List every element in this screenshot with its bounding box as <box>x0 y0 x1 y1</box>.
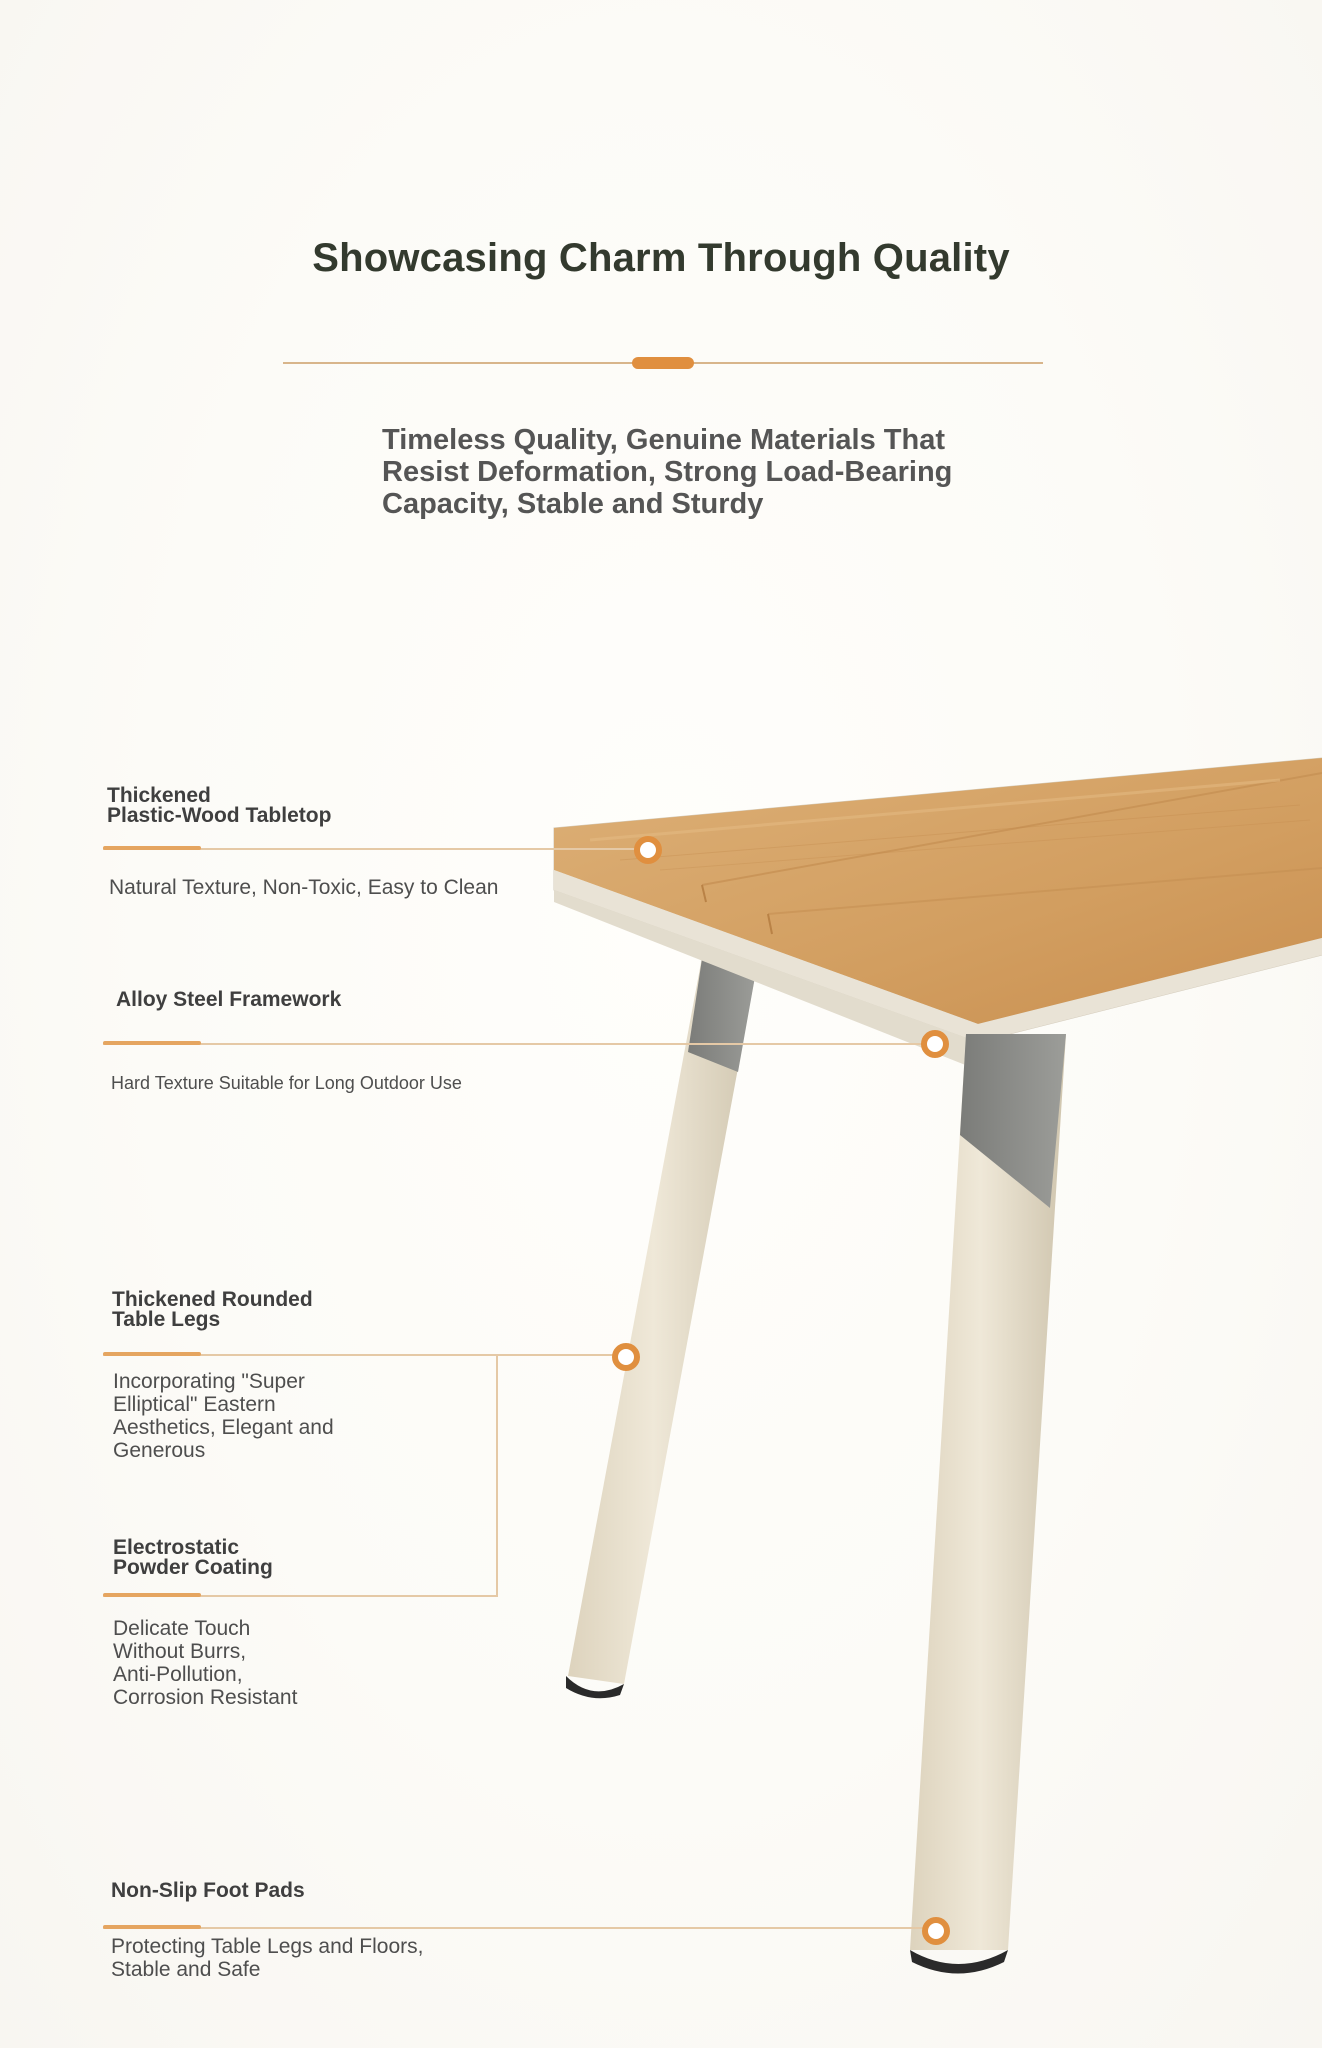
framework-marker[interactable] <box>921 1030 949 1058</box>
framework-desc: Hard Texture Suitable for Long Outdoor Use <box>111 1073 462 1093</box>
tabletop-accent <box>103 846 201 850</box>
front-leg <box>910 1034 1066 1974</box>
framework-title: Alloy Steel Framework <box>116 988 342 1011</box>
framework-leader-line <box>103 1043 935 1045</box>
legs-marker[interactable] <box>612 1343 640 1371</box>
coating-desc: Delicate Touch Without Burrs, Anti-Pollution, Corrosion Resistant <box>113 1617 298 1709</box>
framework-accent <box>103 1041 201 1045</box>
footpads-accent <box>103 1925 201 1929</box>
legs-desc: Incorporating "Super Elliptical" Eastern Aesthetics, Elegant and Generous <box>113 1370 334 1462</box>
page-title: Showcasing Charm Through Quality <box>312 236 1010 280</box>
coating-accent <box>103 1593 201 1597</box>
tabletop-marker[interactable] <box>634 836 662 864</box>
coating-title: Electrostatic Powder Coating <box>113 1536 273 1579</box>
legs-title: Thickened Rounded Table Legs <box>112 1288 313 1331</box>
legs-coating-connector <box>496 1354 498 1597</box>
footpads-title: Non-Slip Foot Pads <box>111 1879 305 1902</box>
footpads-desc: Protecting Table Legs and Floors, Stable and Safe <box>111 1935 424 1981</box>
tabletop <box>554 758 1322 1070</box>
tabletop-desc: Natural Texture, Non-Toxic, Easy to Clean <box>109 876 499 899</box>
page-subtitle: Timeless Quality, Genuine Materials That Resist Deformation, Strong Load-Bearing Capacity, Stable and Sturdy <box>382 424 953 520</box>
footpads-marker[interactable] <box>922 1917 950 1945</box>
legs-accent <box>103 1352 201 1356</box>
back-leg <box>566 952 758 1698</box>
tabletop-title: Thickened Plastic-Wood Tabletop <box>107 784 332 827</box>
footpads-leader-line <box>103 1927 933 1929</box>
